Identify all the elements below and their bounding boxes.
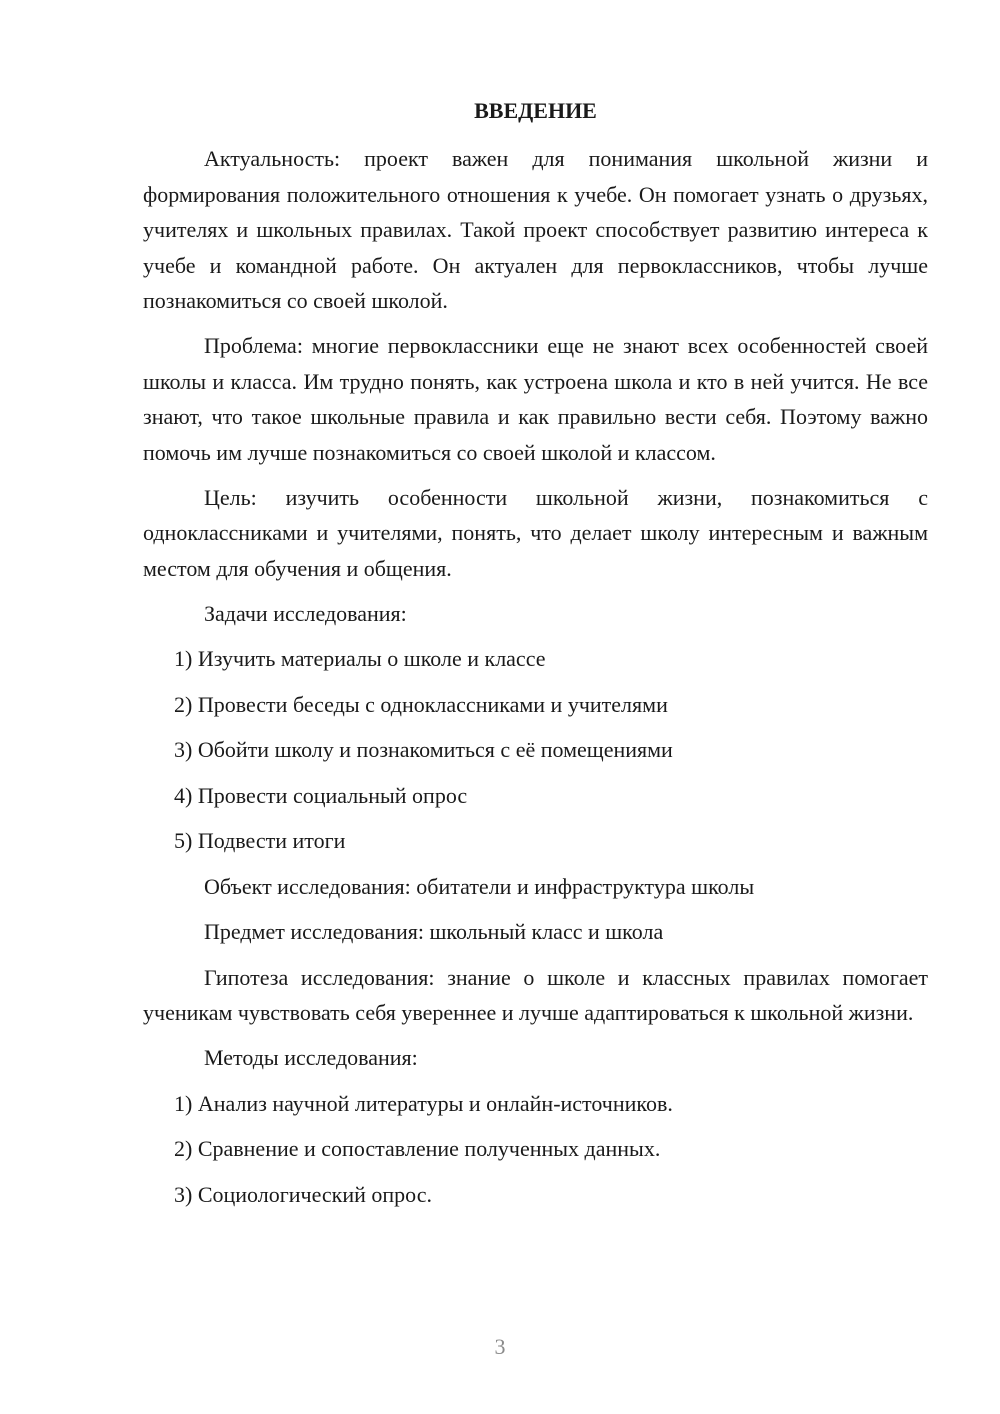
page-number: 3 <box>494 1334 506 1359</box>
tasks-heading: Задачи исследования: <box>204 600 407 626</box>
task-item-5: 5) Подвести итоги <box>174 828 346 853</box>
method-item-3: 3) Социологический опрос. <box>174 1181 432 1207</box>
task-item-4: 4) Провести социальный опрос <box>174 782 468 808</box>
research-object: Объект исследования: обитатели и инфраструктура школы <box>204 873 755 899</box>
section-title: ВВЕДЕНИЕ <box>474 98 597 123</box>
relevance-paragraph: Актуальность: проект важен для понимания школьной жизни и формирования положительного отношения к учебе. Он помогает узнать о друзьях, учителях и школьных правилах. Такой проект способствует развитию интереса к учебе и командной работе. Он актуален для первоклассников, чтобы лучше познакомиться со своей школой. <box>143 146 928 313</box>
task-item-2: 2) Провести беседы с одноклассниками и учителями <box>174 691 668 717</box>
task-item-3: 3) Обойти школу и познакомиться с её помещениями <box>174 737 673 762</box>
hypothesis-paragraph: Гипотеза исследования: знание о школе и классных правилах помогает ученикам чувствовать себя увереннее и лучше адаптироваться к школьной жизни. <box>143 964 928 1025</box>
problem-paragraph: Проблема: многие первоклассники еще не знают всех особенностей своей школы и класса. Им трудно понять, как устроена школа и кто в ней учится. Не все знают, что такое школьные правила и как правильно вести себя. Поэтому важно помочь им лучше познакомиться со своей школой и классом. <box>143 333 928 465</box>
task-item-1: 1) Изучить материалы о школе и классе <box>174 646 546 671</box>
methods-heading: Методы исследования: <box>204 1045 418 1070</box>
method-item-2: 2) Сравнение и сопоставление полученных данных. <box>174 1136 661 1161</box>
document-page <box>143 96 928 1222</box>
method-item-1: 1) Анализ научной литературы и онлайн-источников. <box>174 1090 673 1116</box>
goal-paragraph: Цель: изучить особенности школьной жизни, познакомиться с одноклассниками и учителями, понять, что делает школу интересным и важным местом для обучения и общения. <box>143 484 928 581</box>
research-subject: Предмет исследования: школьный класс и школа <box>204 919 664 944</box>
